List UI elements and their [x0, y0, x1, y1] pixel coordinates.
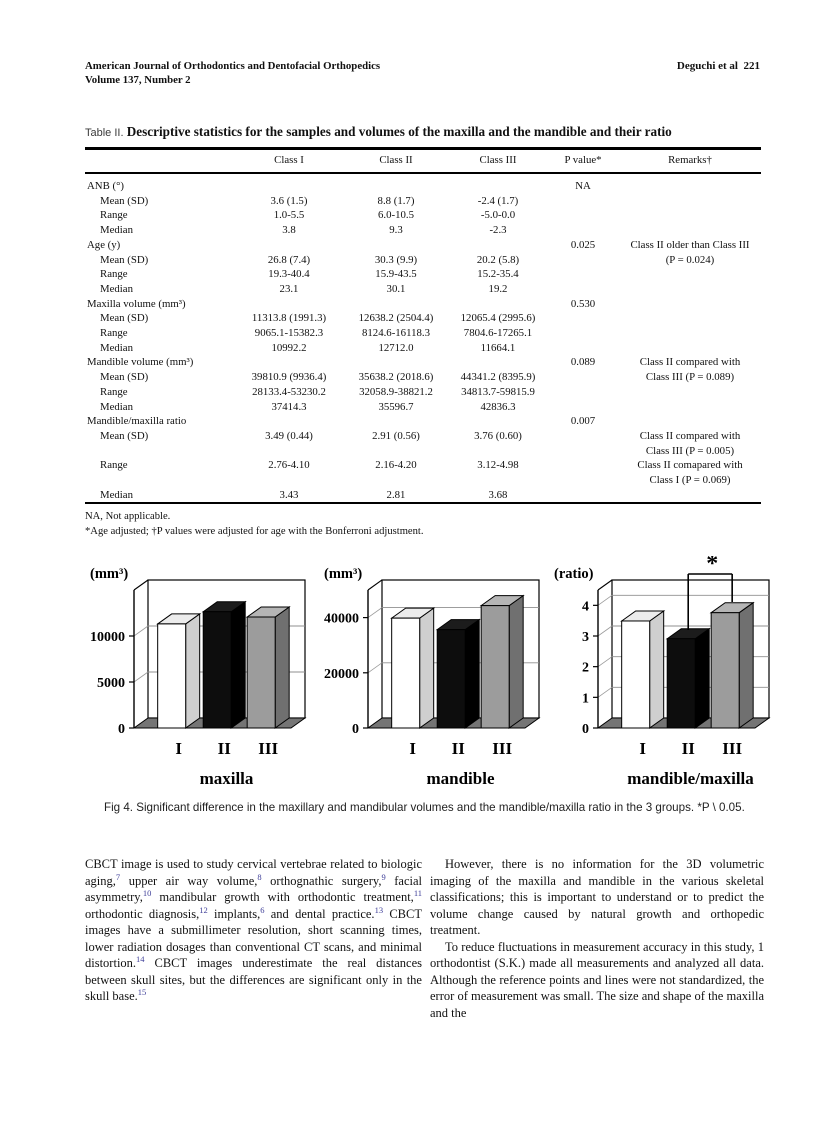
- table-cell: [547, 473, 619, 488]
- table-cell: Mandible volume (mm³): [87, 356, 194, 369]
- tick-label: 10000: [90, 630, 125, 645]
- running-head-right: Deguchi et al 221: [676, 60, 760, 72]
- table-cell: -5.0-0.0: [480, 209, 516, 222]
- axis-unit-label: (mm³): [324, 566, 363, 582]
- table-cell: 32058.9-38821.2: [359, 385, 433, 398]
- table-cell: 34813.7-59815.9: [461, 385, 535, 398]
- table-cell: -2.4 (1.7): [477, 194, 519, 207]
- table-cell: [547, 223, 619, 238]
- table-cell: [547, 282, 619, 297]
- table-cell: [547, 341, 619, 356]
- chart-svg: [310, 556, 560, 801]
- table-row: [85, 311, 761, 326]
- table-cell: 28133.4-53230.2: [252, 385, 326, 398]
- axis-depth-edge: [134, 580, 148, 590]
- table-cell: [235, 444, 343, 459]
- tick-label: 5000: [97, 676, 125, 691]
- chart-svg: [540, 556, 790, 801]
- table-cell: [235, 297, 343, 312]
- category-label: III: [258, 739, 279, 758]
- grid-connector: [598, 657, 612, 667]
- table-cell: [449, 355, 547, 370]
- citation-ref: 6: [260, 904, 265, 915]
- citation-ref: 14: [136, 954, 145, 965]
- bar-II: [437, 620, 479, 728]
- category-label: I: [639, 739, 646, 758]
- group-label: maxilla: [199, 769, 254, 788]
- table-cell: [547, 326, 619, 341]
- table-cell: [619, 400, 761, 415]
- table-cell: Median: [100, 282, 133, 295]
- table-cell: [343, 173, 449, 194]
- table-title: Descriptive statistics for the samples and volumes of the maxilla and the mandible and their ratio: [126, 124, 672, 139]
- bar-III: [711, 603, 753, 728]
- table-cell: 39810.9 (9936.4): [251, 371, 327, 384]
- table-cell: 11664.1: [480, 341, 516, 354]
- table-cell: Range: [100, 459, 128, 472]
- table-cell: [449, 444, 547, 459]
- table-cell: 2.76-4.10: [268, 459, 310, 472]
- table-cell: [547, 429, 619, 444]
- bar-II: [203, 602, 245, 728]
- table-row: [85, 429, 761, 444]
- figure-caption: Fig 4. Significant difference in the maxillary and mandibular volumes and the mandible/maxilla ratio in the 3 groups. *P \ 0.05.: [104, 801, 745, 814]
- citation-ref: 15: [137, 987, 147, 998]
- category-label: I: [409, 739, 416, 758]
- table-cell: -2.3: [489, 224, 507, 237]
- citation-ref: 13: [374, 904, 384, 915]
- table-cell: 2.91 (0.56): [372, 429, 420, 442]
- running-head-left: [85, 60, 380, 87]
- table-row: [85, 238, 761, 253]
- table-2-block: [85, 124, 761, 539]
- tick-label: 3: [582, 630, 589, 645]
- table-cell: Class II compared with: [639, 356, 741, 369]
- table-cell: [547, 488, 619, 504]
- citation-ref: 12: [199, 904, 208, 915]
- col-class3: Class III: [449, 149, 547, 174]
- journal-volume: Volume 137, Number 2: [85, 73, 191, 86]
- table-cell: 8124.6-16118.3: [362, 327, 430, 340]
- table-row: [85, 208, 761, 223]
- table-cell: 19.2: [488, 282, 508, 295]
- table-cell: [449, 297, 547, 312]
- table-cell: [85, 473, 235, 488]
- category-label: II: [217, 739, 231, 758]
- table-header-row: [85, 149, 761, 174]
- table-cell: Range: [100, 209, 128, 222]
- table-cell: Mandible/maxilla ratio: [87, 415, 187, 428]
- table-cell: 23.1: [279, 282, 299, 295]
- table-cell: 2.81: [386, 488, 406, 501]
- table-cell: 3.76 (0.60): [474, 429, 522, 442]
- table-row: [85, 282, 761, 297]
- table-cell: [547, 208, 619, 223]
- table-cell: [547, 400, 619, 415]
- bar-chart-mandible: [310, 556, 560, 801]
- grid-connector: [134, 626, 148, 636]
- bar-III: [247, 607, 289, 728]
- table-cell: 11313.8 (1991.3): [251, 312, 327, 325]
- table-cell: [619, 311, 761, 326]
- table-cell: [547, 267, 619, 282]
- table-row: [85, 488, 761, 504]
- table-cell: 42836.3: [480, 400, 516, 413]
- table-cell: [547, 194, 619, 209]
- bar-III: [481, 596, 523, 728]
- table-row: [85, 385, 761, 400]
- table-cell: [449, 238, 547, 253]
- table-row: [85, 458, 761, 473]
- table-cell: 3.8: [282, 224, 296, 237]
- table-cell: Mean (SD): [100, 253, 149, 266]
- table-cell: Median: [100, 400, 133, 413]
- footnote-adjustment: *Age adjusted; †P values were adjusted for age with the Bonferroni adjustment.: [85, 525, 424, 537]
- table-cell: 35596.7: [378, 400, 414, 413]
- table-cell: 15.2-35.4: [477, 268, 519, 281]
- table-cell: 20.2 (5.8): [476, 253, 520, 266]
- table-cell: Mean (SD): [100, 312, 149, 325]
- tick-label: 2: [582, 660, 589, 676]
- table-cell: Median: [100, 224, 133, 237]
- table-row: [85, 414, 761, 429]
- table-row: [85, 355, 761, 370]
- significance-asterisk: *: [706, 556, 719, 577]
- table-cell: Median: [100, 488, 133, 501]
- table-cell: 8.8 (1.7): [377, 194, 415, 207]
- tick-label: 4: [582, 599, 589, 615]
- table-cell: [449, 173, 547, 194]
- table-cell: 6.0-10.5: [378, 209, 414, 222]
- table-row: [85, 173, 761, 194]
- table-cell: [343, 297, 449, 312]
- tick-label: 40000: [324, 611, 359, 627]
- table-cell: Median: [100, 341, 133, 354]
- tick-label: 0: [118, 722, 125, 737]
- table-cell: [619, 385, 761, 400]
- grid-connector: [368, 608, 382, 618]
- table-cell: Range: [100, 327, 128, 340]
- col-remarks: Remarks†: [619, 149, 761, 174]
- table-cell: [547, 311, 619, 326]
- table-cell: [235, 473, 343, 488]
- table-cell: [619, 208, 761, 223]
- table-cell: 19.3-40.4: [268, 268, 310, 281]
- tick-label: 20000: [324, 666, 359, 682]
- table-cell: [343, 238, 449, 253]
- table-cell: Class II comapared with: [637, 459, 743, 472]
- col-pvalue: P value*: [547, 149, 619, 174]
- table-row: [85, 253, 761, 268]
- table-cell: [619, 488, 761, 504]
- table-cell: Class II older than Class III: [630, 238, 750, 251]
- table-cell: 9.3: [389, 224, 403, 237]
- table-cell: [235, 414, 343, 429]
- table-cell: 3.49 (0.44): [265, 429, 313, 442]
- bar-chart-maxilla: [76, 556, 326, 801]
- table-cell: Mean (SD): [100, 194, 149, 207]
- table-label: Table II.: [85, 127, 124, 139]
- table-cell: 3.68: [488, 488, 508, 501]
- table-cell: [619, 267, 761, 282]
- table-row: [85, 341, 761, 356]
- table-cell: [343, 414, 449, 429]
- citation-ref: 9: [381, 871, 386, 882]
- table-cell: NA: [575, 180, 591, 192]
- table-cell: [547, 458, 619, 473]
- axis-unit-label: (mm³): [90, 566, 129, 582]
- table-cell: Range: [100, 268, 128, 281]
- table-cell: [343, 444, 449, 459]
- table-cell: [619, 341, 761, 356]
- table-row: [85, 223, 761, 238]
- grid-connector: [368, 663, 382, 673]
- table-cell: [619, 282, 761, 297]
- table-cell: ANB (°): [87, 180, 125, 192]
- table-cell: [343, 473, 449, 488]
- table-cell: [235, 355, 343, 370]
- col-empty: [85, 149, 235, 174]
- table-caption: [85, 124, 761, 140]
- table-cell: 0.530: [570, 297, 596, 310]
- table-cell: 0.025: [570, 238, 596, 251]
- grid-connector: [598, 595, 612, 605]
- table-cell: Mean (SD): [100, 371, 149, 384]
- table-cell: Class II compared with: [639, 429, 741, 442]
- table-cell: [235, 238, 343, 253]
- body-paragraph: However, there is no information for the 3D volumetric imaging of the maxilla and mandible in the various skeletal classifications; this is important to understand or to predict the volume change caused by natural growth and orthopedic treatment.: [430, 857, 764, 938]
- table-cell: [449, 414, 547, 429]
- table-cell: 0.089: [570, 356, 596, 369]
- body-paragraph: To reduce fluctuations in measurement accuracy in this study, 1 orthodontist (S.K.) made all measurements and analyzed all data. Although the reference points and lines were not standardized, the error of measurement was small. The size and shape of the maxilla and the: [430, 939, 764, 1020]
- table-cell: 3.43: [279, 488, 299, 501]
- body-column-left: [85, 856, 422, 1005]
- axis-unit-label: (ratio): [554, 566, 594, 582]
- table-cell: Range: [100, 385, 128, 398]
- table-cell: [619, 173, 761, 194]
- citation-ref: 7: [115, 871, 121, 882]
- body-paragraph: CBCT image is used to study cervical vertebrae related to biologic aging,$^7$ upper air way volume,$^8$ orthognathic surgery,$^9$ facial asymmetry,$^{10}$ mandibular growth with orthodontic treatment,$^{11}$ orthodontic diagnosis,$^{12}$ implants,$^6$ and dental practice.$^{13}$ CBCT images have a submillimeter resolution, short scanning times, lower radiation dosages than conventional CT scans, and minimal distortion.$^{14}$ CBCT images underestimate the real distances between skull sites, but the differences are significant only in the skull base.$^{15}$: [85, 857, 422, 1004]
- table-cell: [619, 414, 761, 429]
- descriptive-statistics-table: [85, 147, 761, 504]
- citation-ref: 11: [413, 887, 422, 898]
- table-cell: 1.0-5.5: [273, 209, 305, 222]
- axis-depth-edge: [598, 580, 612, 590]
- category-label: III: [492, 739, 513, 758]
- table-cell: 2.16-4.20: [375, 459, 417, 472]
- table-row: [85, 297, 761, 312]
- grid-connector: [598, 687, 612, 697]
- bar-II: [667, 629, 709, 728]
- table-cell: [547, 385, 619, 400]
- table-row: [85, 267, 761, 282]
- table-cell: 35638.2 (2018.6): [358, 371, 434, 384]
- group-label: mandible: [426, 769, 495, 788]
- table-cell: Age (y): [87, 238, 121, 251]
- table-footnotes: [85, 510, 761, 539]
- tick-label: 0: [352, 722, 359, 737]
- table-cell: [619, 326, 761, 341]
- table-cell: [343, 355, 449, 370]
- citation-ref: 8: [257, 871, 262, 882]
- table-row: [85, 194, 761, 209]
- chart-svg: [76, 556, 326, 801]
- table-row: [85, 400, 761, 415]
- table-cell: 44341.2 (8395.9): [460, 371, 536, 384]
- table-body: [85, 173, 761, 503]
- col-class1: Class I: [235, 149, 343, 174]
- table-cell: 12712.0: [378, 341, 414, 354]
- journal-name: American Journal of Orthodontics and Dentofacial Orthopedics: [85, 60, 381, 72]
- table-cell: Class III (P = 0.089): [645, 371, 735, 384]
- table-row: [85, 326, 761, 341]
- category-label: II: [451, 739, 465, 758]
- axis-depth-edge: [368, 580, 382, 590]
- bar-I: [392, 608, 434, 728]
- table-cell: (P = 0.024): [665, 253, 715, 266]
- table-cell: 15.9-43.5: [375, 268, 417, 281]
- table-cell: [85, 444, 235, 459]
- category-label: II: [681, 739, 695, 758]
- table-cell: [547, 370, 619, 385]
- table-cell: [547, 444, 619, 459]
- table-cell: [449, 473, 547, 488]
- table-cell: 3.12-4.98: [477, 459, 519, 472]
- table-cell: 3.6 (1.5): [270, 194, 308, 207]
- figure-4-charts: [0, 556, 838, 801]
- table-cell: 12065.4 (2995.6): [460, 312, 536, 325]
- table-cell: 10992.2: [271, 341, 307, 354]
- table-row: [85, 444, 761, 459]
- table-cell: Class I (P = 0.069): [649, 474, 731, 487]
- table-cell: Maxilla volume (mm³): [87, 297, 186, 310]
- bar-I: [158, 614, 200, 728]
- tick-label: 0: [582, 722, 589, 737]
- body-column-right: [430, 856, 764, 1021]
- table-row: [85, 473, 761, 488]
- grid-connector: [598, 626, 612, 636]
- table-cell: [235, 173, 343, 194]
- col-class2: Class II: [343, 149, 449, 174]
- table-cell: [619, 297, 761, 312]
- table-row: [85, 370, 761, 385]
- grid-connector: [134, 672, 148, 682]
- table-cell: [619, 223, 761, 238]
- table-cell: Class III (P = 0.005): [645, 444, 735, 457]
- category-label: I: [175, 739, 182, 758]
- table-cell: [619, 194, 761, 209]
- footnote-na: NA, Not applicable.: [85, 511, 171, 523]
- table-cell: 37414.3: [271, 400, 307, 413]
- table-cell: 9065.1-15382.3: [254, 327, 324, 340]
- bar-I: [622, 611, 664, 728]
- table-cell: [547, 253, 619, 268]
- table-cell: 30.1: [386, 282, 406, 295]
- tick-label: 1: [582, 691, 589, 707]
- citation-ref: 10: [142, 887, 152, 898]
- table-cell: 0.007: [570, 415, 596, 428]
- table-cell: 7804.6-17265.1: [463, 327, 533, 340]
- category-label: III: [722, 739, 743, 758]
- bar-chart-ratio: [540, 556, 790, 801]
- group-label: mandible/maxilla: [627, 769, 754, 788]
- table-cell: Mean (SD): [100, 429, 149, 442]
- table-cell: 12638.2 (2504.4): [358, 312, 434, 325]
- table-cell: 30.3 (9.9): [374, 253, 418, 266]
- table-cell: 26.8 (7.4): [267, 253, 311, 266]
